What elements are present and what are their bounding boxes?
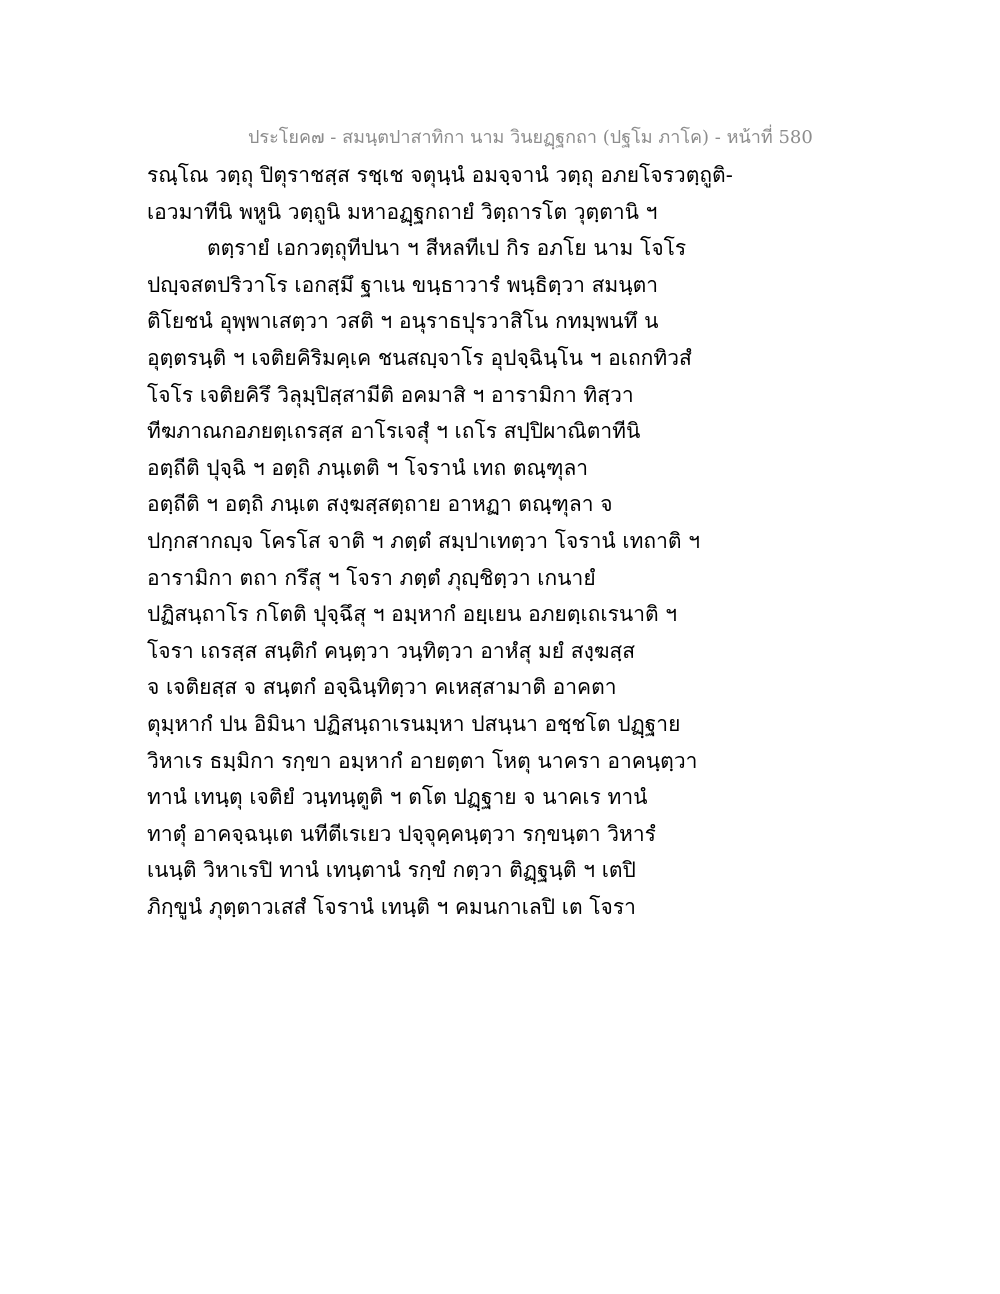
body-text — [147, 157, 867, 925]
text-line: เอวมาทีนิ พหูนิ วตฺถูนิ มหาอฏฺฐกถายํ วิตฺถารโต วุตฺตานิ ฯ — [147, 199, 658, 224]
text-line: โจโร เจติยคิรึ วิลุมฺปิสฺสามีติ อคมาสิ ฯ อารามิกา ทิสฺวา — [147, 382, 634, 407]
text-line: โจรา เถรสฺส สนฺติกํ คนฺตฺวา วนฺทิตฺวา อาหํสุ มยํ สงฺฆสฺส — [147, 638, 636, 663]
page-header: ประโยค๗ - สมนฺตปาสาทิกา นาม วินยฏฺฐกถา (ปฐโม ภาโค) - หน้าที่ 580 — [248, 127, 813, 148]
text-line: วิหาเร ธมฺมิกา รกฺขา อมฺหากํ อายตฺตา โหตุ นาครา อาคนฺตฺวา — [147, 748, 698, 773]
text-line: ภิกฺขูนํ ภุตฺตาวเสสํ โจรานํ เทนฺติ ฯ คมนกาเลปิ เต โจรา — [147, 894, 636, 919]
text-line: ปฏิสนฺถาโร กโตติ ปุจฺฉึสุ ฯ อมฺหากํ อยฺเยน อภยตฺเถเรนาติ ฯ — [147, 602, 678, 627]
text-line: อุตฺตรนฺติ ฯ เจติยคิริมคฺเค ชนสญฺจาโร อุปจฺฉินฺโน ฯ อเถกทิวสํ — [147, 345, 692, 370]
text-line: ทาตุํ อาคจฺฉนฺเต นทีตีเรเยว ปจฺจุคฺคนฺตฺวา รกฺขนฺตา วิหารํ — [147, 821, 656, 846]
text-line: อารามิกา ตถา กรึสุ ฯ โจรา ภตฺตํ ภุญฺชิตฺวา เกนายํ — [147, 565, 596, 590]
text-line: รณฺโณ วตฺถุ ปิตุราชสฺส รชฺเช จตุนฺนํ อมจฺจานํ วตฺถุ อภยโจรวตฺถูติ- — [147, 163, 733, 187]
text-line: เนนฺติ วิหาเรปิ ทานํ เทนฺตานํ รกฺขํ กตฺวา ติฏฺฐนฺติ ฯ เตปิ — [147, 858, 636, 883]
text-line: ปญฺจสตปริวาโร เอกสฺมึ ฐาเน ขนฺธาวารํ พนฺธิตฺวา สมนฺตา — [147, 272, 659, 297]
text-line: ตุมฺหากํ ปน อิมินา ปฏิสนฺถาเรนมฺหา ปสนฺนา อชฺชโต ปฏฺฐาย — [147, 711, 681, 736]
text-line: ทานํ เทนฺตุ เจติยํ วนฺทนฺตูติ ฯ ตโต ปฏฺฐาย จ นาคเร ทานํ — [147, 785, 648, 810]
text-line: จ เจติยสฺส จ สนฺตกํ อจฺฉินฺทิตฺวา คเหสฺสามาติ อาคตา — [147, 675, 617, 700]
paragraph-first-line: ตตฺรายํ เอกวตฺถุทีปนา ฯ สีหลทีเป กิร อภโย นาม โจโร — [207, 236, 687, 261]
text-line: อตฺถีติ ฯ อตฺถิ ภนฺเต สงฺฆสฺสตฺถาย อาหฏา ตณฺฑุลา จ — [147, 492, 613, 517]
text-line: ปกฺกสากญฺจ โครโส จาติ ฯ ภตฺตํ สมฺปาเทตฺวา โจรานํ เทถาติ ฯ — [147, 528, 701, 553]
text-line: ทีฆภาณกอภยตฺเถรสฺส อาโรเจสุํ ฯ เถโร สปฺปิผาณิตาทีนิ — [147, 419, 641, 444]
text-line: ติโยชนํ อุพฺพาเสตฺวา วสติ ฯ อนุราธปุรวาสิโน กทมฺพนทึ น — [147, 309, 659, 334]
text-line: อตฺถีติ ปุจฺฉิ ฯ อตฺถิ ภนฺเตติ ฯ โจรานํ เทถ ตณฺฑุลา — [147, 455, 589, 480]
